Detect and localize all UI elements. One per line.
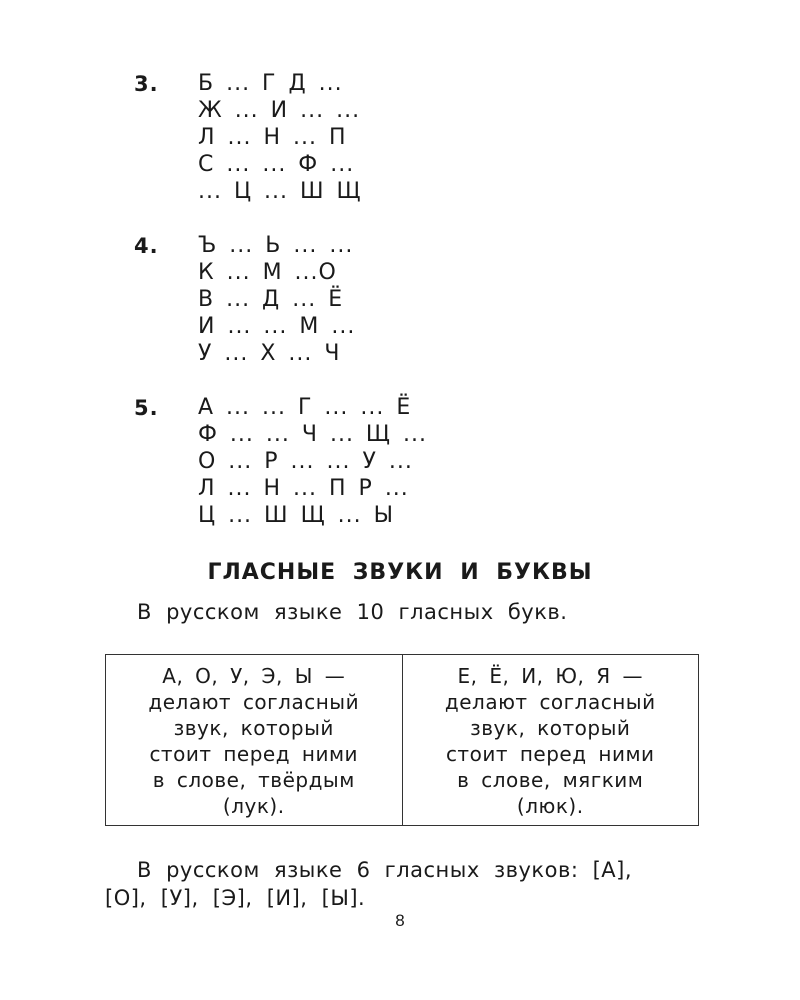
cell-line: (лук). xyxy=(222,794,285,818)
letter-row: Б ... Г Д ... xyxy=(198,71,343,96)
cell-line: делают согласный xyxy=(148,690,360,714)
letter-row: К ... М ...О xyxy=(198,260,337,285)
page-number: 8 xyxy=(395,911,405,930)
letter-row: С ... ... Ф ... xyxy=(198,152,355,177)
cell-line: стоит перед ними xyxy=(149,742,359,766)
cell-line: звук, который xyxy=(470,716,631,740)
hard-vowels-cell xyxy=(106,655,402,825)
paragraph-line: [О], [У], [Э], [И], [Ы]. xyxy=(105,886,366,910)
letter-row: О ... Р ... ... У ... xyxy=(198,449,413,474)
cell-line: стоит перед ними xyxy=(445,742,655,766)
letter-row: В ... Д ... Ё xyxy=(198,287,344,312)
letter-row: Ж ... И ... ... xyxy=(198,98,361,123)
exercise-number: 4. xyxy=(134,234,159,258)
paragraph-line: В русском языке 6 гласных звуков: [А], xyxy=(137,858,633,882)
cell-line: Е, Ё, И, Ю, Я — xyxy=(457,664,643,688)
cell-line: звук, который xyxy=(173,716,334,740)
exercise-number: 3. xyxy=(134,72,159,96)
cell-line: А, О, У, Э, Ы — xyxy=(162,664,346,688)
letter-row: Ъ ... Ь ... ... xyxy=(198,233,354,258)
exercise-lines xyxy=(198,394,538,529)
letter-row: ... Ц ... Ш Щ xyxy=(198,179,362,204)
exercise-lines xyxy=(198,232,538,367)
letter-row: И ... ... М ... xyxy=(198,314,356,339)
letter-row: Ц ... Ш Щ ... Ы xyxy=(198,503,395,528)
cell-line: в слове, твёрдым xyxy=(152,768,355,792)
section-title: ГЛАСНЫЕ ЗВУКИ И БУКВЫ xyxy=(207,560,593,585)
vowels-rules-table xyxy=(105,654,699,826)
letter-row: Л ... Н ... П Р ... xyxy=(198,476,409,501)
cell-line: (люк). xyxy=(516,794,584,818)
letter-row: Л ... Н ... П xyxy=(198,125,347,150)
exercise-lines xyxy=(198,70,538,205)
letter-row: А ... ... Г ... ... Ё xyxy=(198,395,412,420)
exercise-number: 5. xyxy=(134,396,159,420)
vowel-sounds-paragraph xyxy=(105,856,705,912)
section-intro: В русском языке 10 гласных букв. xyxy=(137,600,568,624)
letter-row: Ф ... ... Ч ... Щ ... xyxy=(198,422,427,447)
soft-vowels-cell xyxy=(402,655,699,825)
cell-line: в слове, мягким xyxy=(457,768,644,792)
cell-line: делают согласный xyxy=(444,690,656,714)
letter-row: У ... Х ... Ч xyxy=(198,341,341,366)
